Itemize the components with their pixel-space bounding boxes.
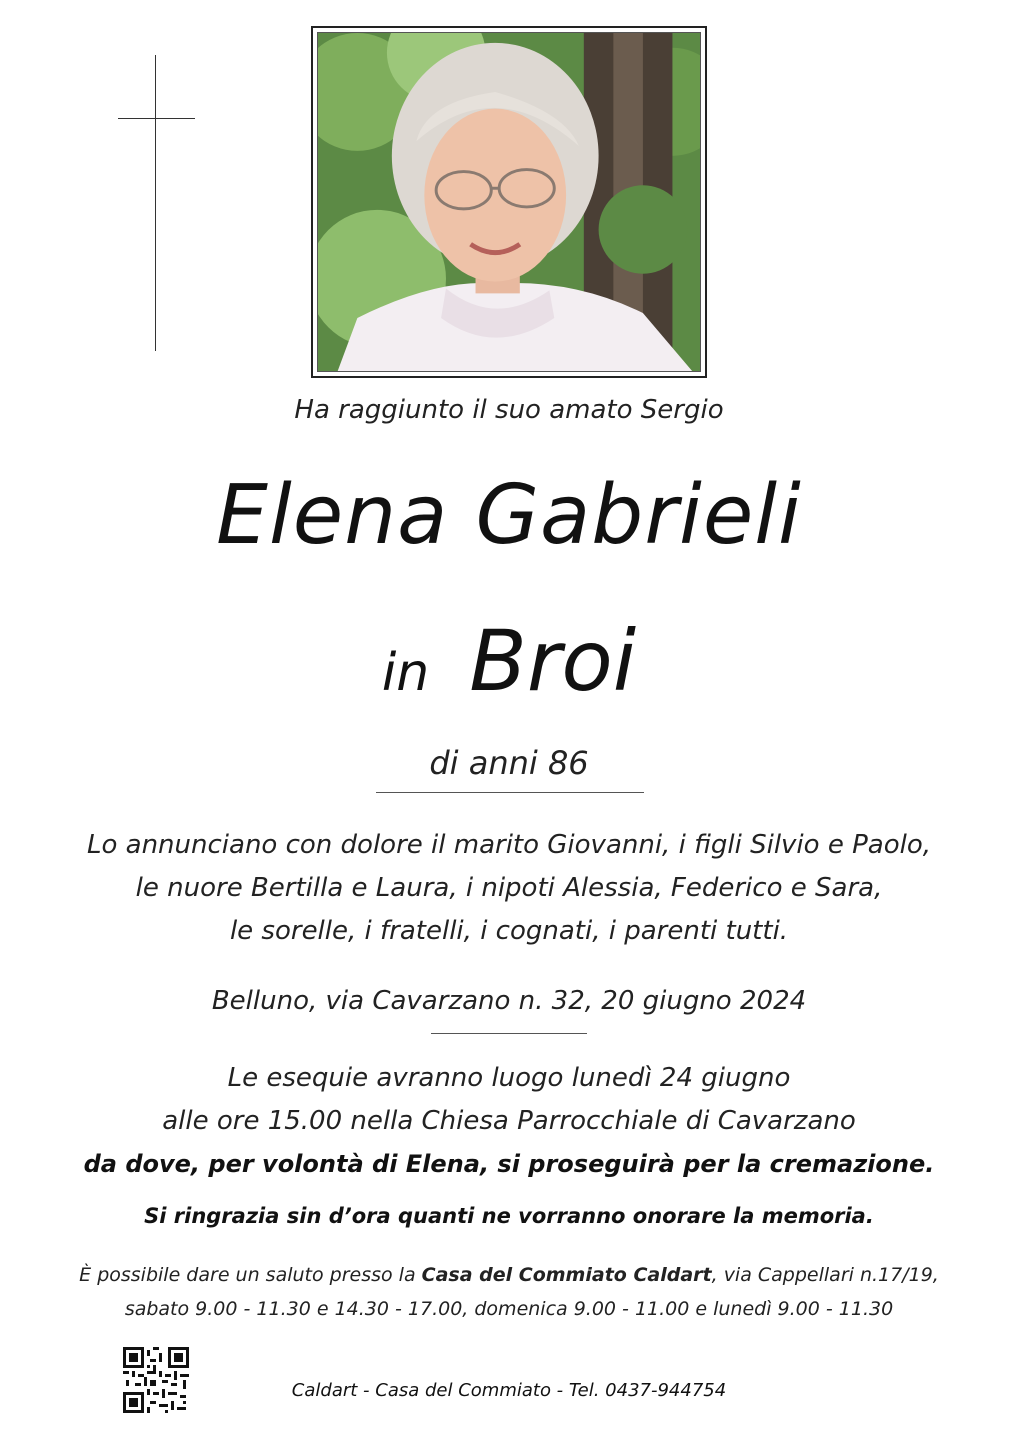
funeral-line: Le esequie avranno luogo lunedì 24 giugno <box>227 1063 791 1093</box>
footer-contact: Caldart - Casa del Commiato - Tel. 0437-944754 <box>291 1380 727 1401</box>
funeral-details <box>0 1057 1018 1143</box>
thanks-note: Si ringrazia sin d’ora quanti ne vorranno onorare la memoria. <box>144 1204 874 1228</box>
announcement <box>0 824 1018 953</box>
place-date: Belluno, via Cavarzano n. 32, 20 giugno 2024 <box>211 986 807 1016</box>
visit-line <box>0 1258 1018 1292</box>
deceased-name: Elena Gabrieli <box>216 468 802 563</box>
married-name-line <box>0 612 1018 710</box>
intro-text: Ha raggiunto il suo amato Sergio <box>294 395 724 425</box>
married-surname: Broi <box>469 612 637 710</box>
announcement-line: le sorelle, i fratelli, i cognati, i parenti tutti. <box>229 916 789 946</box>
visit-suffix: , via Cappellari n.17/19, <box>711 1264 939 1286</box>
visit-prefix: È possibile dare un saluto presso la <box>79 1264 422 1286</box>
cremation-note: da dove, per volontà di Elena, si proseguirà per la cremazione. <box>83 1150 935 1178</box>
cross-icon <box>155 55 156 351</box>
visit-info <box>0 1258 1018 1326</box>
portrait-photo <box>311 26 707 378</box>
divider <box>376 792 644 793</box>
cross-icon-bar <box>118 118 195 119</box>
announcement-line: le nuore Bertilla e Laura, i nipoti Alessia, Federico e Sara, <box>135 873 883 903</box>
in-word: in <box>381 643 430 703</box>
visit-venue: Casa del Commiato Caldart <box>421 1264 712 1286</box>
visit-hours: sabato 9.00 - 11.30 e 14.30 - 17.00, domenica 9.00 - 11.00 e lunedì 9.00 - 11.30 <box>124 1298 894 1320</box>
funeral-line: alle ore 15.00 nella Chiesa Parrocchiale di Cavarzano <box>162 1106 856 1136</box>
age-text: di anni 86 <box>429 744 589 782</box>
portrait-image <box>317 32 701 372</box>
announcement-line: Lo annunciano con dolore il marito Giovanni, i figli Silvio e Paolo, <box>86 830 931 860</box>
divider <box>431 1033 587 1034</box>
